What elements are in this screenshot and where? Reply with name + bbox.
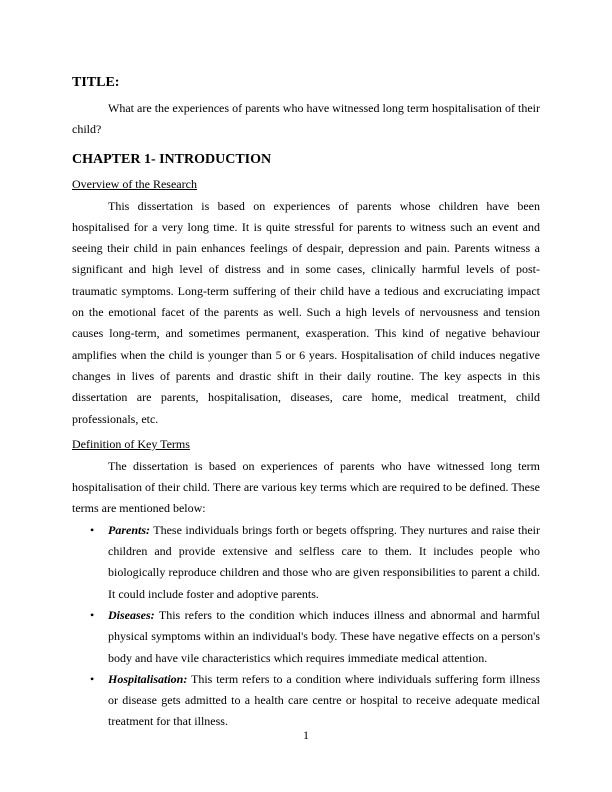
bullet-icon: •: [90, 522, 95, 537]
list-item: [72, 520, 540, 605]
term-label: Parents:: [108, 522, 150, 537]
page-number: 1: [303, 728, 309, 742]
definitions-heading: Definition of Key Terms: [72, 436, 190, 451]
bullet-icon: •: [90, 671, 95, 686]
list-item: [72, 605, 540, 669]
term-definition: These individuals brings forth or begets offspring. They nurtures and raise their children and provide extensive and selfless care to them. It includes people who biologically reproduce children and those who are given responsibilities to parent a child. It could include foster and adoptive parents.: [108, 522, 540, 601]
term-label: Diseases:: [108, 607, 155, 622]
overview-heading: Overview of the Research: [72, 176, 197, 191]
term-label: Hospitalisation:: [108, 671, 188, 686]
title-text: What are the experiences of parents who have witnessed long term hospitalisation of their child?: [72, 101, 540, 137]
list-item: [72, 669, 540, 733]
definitions-list: [72, 520, 540, 733]
bullet-icon: •: [90, 607, 95, 622]
title-heading: TITLE:: [72, 75, 120, 90]
chapter-heading: CHAPTER 1- INTRODUCTION: [72, 151, 272, 167]
document-page: [72, 74, 540, 733]
overview-body: This dissertation is based on experiences of parents whose children have been hospitalised for a very long time. It is quite stressful for parents to witness such an event and seeing their child in pain enhances feelings of despair, depression and pain. Parents witness a significant and high level of distress and in some cases, clinically harmful levels of post-traumatic symptoms. Long-term suffering of their child have a tedious and excruciating impact on the emotional facet of the parents as well. Such a high levels of nervousness and tension causes long-term, and sometimes permanent, exasperation. This kind of negative behaviour amplifies when the child is younger than 5 or 6 years. Hospitalisation of child induces negative changes in lives of parents and drastic shift in their daily routine. The key aspects in this dissertation are parents, hospitalisation, diseases, care home, medical treatment, child professionals, etc.: [72, 198, 540, 426]
definitions-intro: The dissertation is based on experiences of parents who have witnessed long term hospitalisation of their child. There are various key terms which are required to be defined. These terms are mentioned below:: [72, 458, 540, 516]
term-definition: This refers to the condition which induces illness and abnormal and harmful physical symptoms within an individual's body. These have negative effects on a person's body and have vile characteristics which requires immediate medical attention.: [108, 607, 540, 665]
term-definition: This term refers to a condition where individuals suffering form illness or disease gets admitted to a health care centre or hospital to receive adequate medical treatment for that illness.: [108, 671, 540, 729]
